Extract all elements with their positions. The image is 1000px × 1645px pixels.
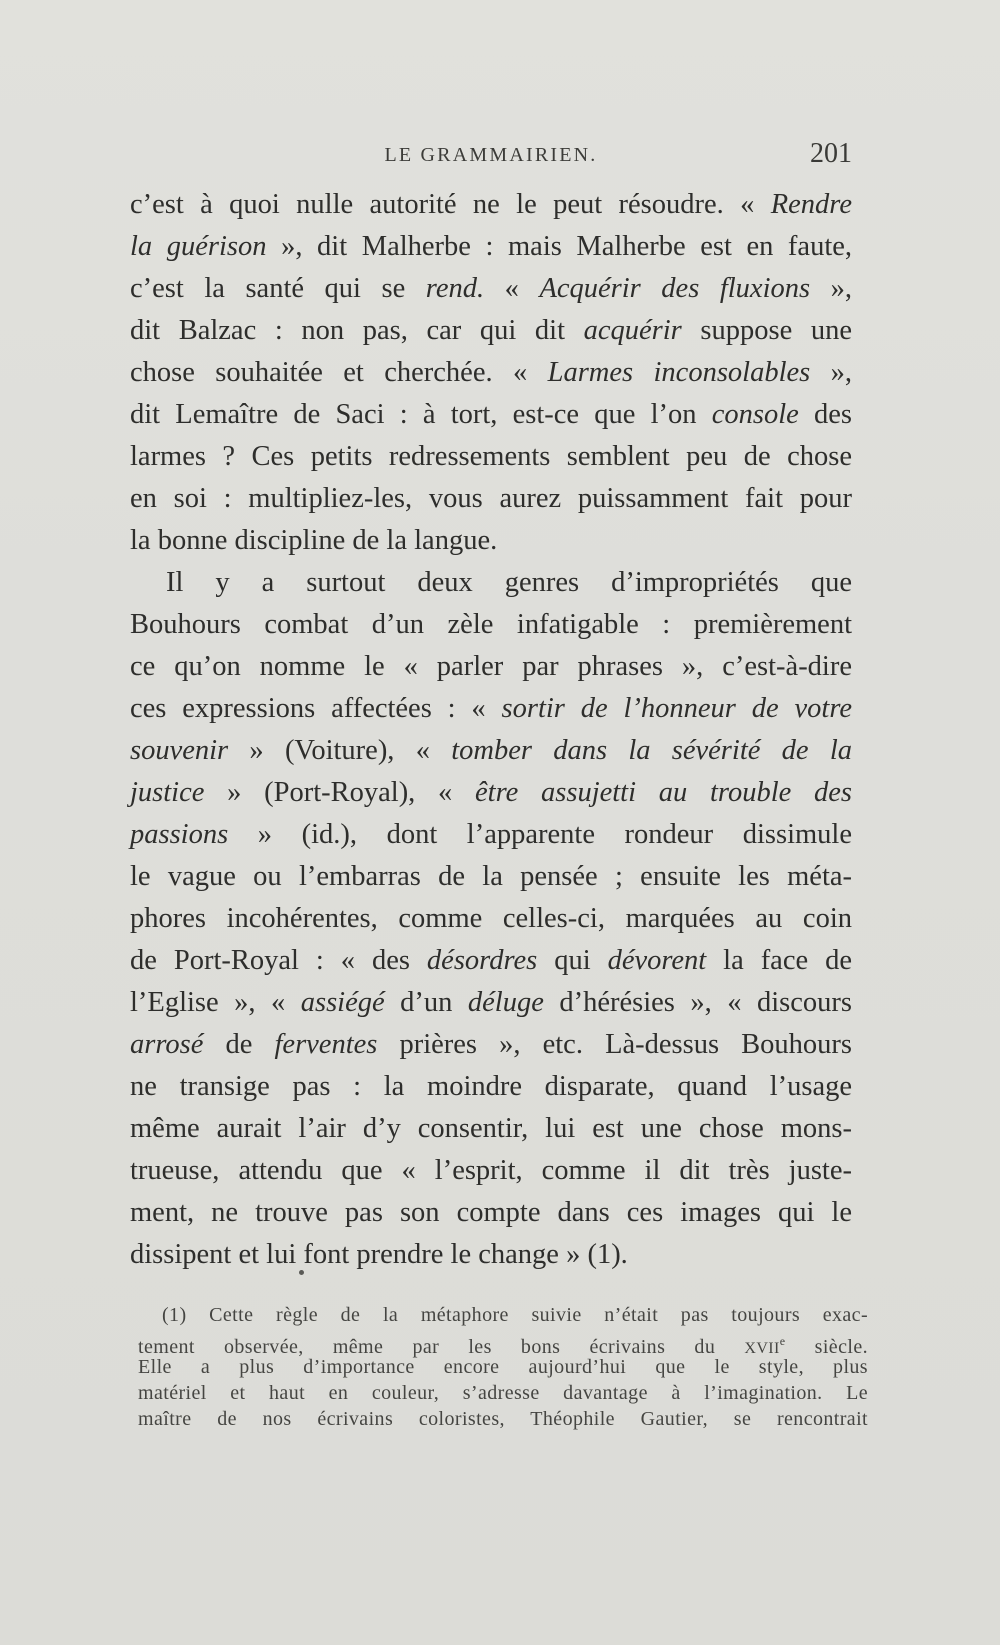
text-run: dit Balzac : non pas, car qui dit bbox=[130, 315, 584, 346]
text-run: des bbox=[798, 399, 852, 430]
footnote-line bbox=[138, 1406, 868, 1432]
page-number: 201 bbox=[810, 138, 852, 169]
text-line bbox=[130, 1150, 852, 1192]
text-line bbox=[130, 1024, 852, 1066]
text-run: (1) Cette règle de la métaphore suivie n’était pas toujours exac- bbox=[162, 1304, 868, 1326]
italic-text: déluge bbox=[467, 987, 544, 1018]
superscript: e bbox=[779, 1334, 786, 1348]
text-run: d’un bbox=[384, 987, 468, 1018]
text-run: » (Voiture), « bbox=[228, 735, 452, 766]
text-run: tement observée, même par les bons écrivains du bbox=[138, 1336, 745, 1358]
text-run: », bbox=[810, 357, 853, 388]
text-run: de Port-Royal : « des bbox=[130, 945, 427, 976]
page-header bbox=[130, 138, 852, 174]
text-line bbox=[130, 856, 852, 898]
text-run: Elle a plus d’importance encore aujourd’hui que le style, plus bbox=[138, 1356, 868, 1378]
italic-text: assiégé bbox=[300, 987, 385, 1018]
footnote-line bbox=[138, 1328, 868, 1358]
separator-dot bbox=[299, 1270, 304, 1275]
text-line bbox=[130, 268, 852, 310]
italic-text: dévorent bbox=[607, 945, 707, 976]
text-line bbox=[130, 436, 852, 478]
italic-text: ferventes bbox=[274, 1029, 378, 1060]
text-run: maître de nos écrivains coloristes, Théophile Gautier, se rencontrait bbox=[138, 1408, 868, 1430]
italic-text: tomber dans la sévérité de la bbox=[451, 735, 852, 766]
italic-text: Rendre bbox=[770, 189, 852, 220]
italic-text: la guérison bbox=[130, 231, 267, 262]
text-run: ces expressions affectées : « bbox=[130, 693, 502, 724]
text-line bbox=[130, 520, 852, 562]
text-run: le vague ou l’embarras de la pensée ; ensuite les méta- bbox=[130, 861, 852, 892]
italic-text: souvenir bbox=[130, 735, 229, 766]
text-line bbox=[130, 184, 852, 226]
footnote-line bbox=[138, 1354, 868, 1380]
italic-text: être assujetti au trouble des bbox=[475, 777, 852, 808]
italic-text: Acquérir des fluxions bbox=[539, 273, 811, 304]
text-run: suppose une bbox=[681, 315, 852, 346]
text-line bbox=[130, 646, 852, 688]
text-run: », bbox=[810, 273, 853, 304]
text-line bbox=[130, 982, 852, 1024]
text-run: « bbox=[484, 273, 540, 304]
text-run: c’est la santé qui se bbox=[130, 273, 426, 304]
text-line bbox=[130, 604, 852, 646]
text-run: siècle. bbox=[785, 1336, 868, 1358]
text-line bbox=[130, 310, 852, 352]
text-run: matériel et haut en couleur, s’adresse davantage à l’imagination. Le bbox=[138, 1382, 868, 1404]
text-run: même aurait l’air d’y consentir, lui est une chose mons- bbox=[130, 1113, 852, 1144]
text-line bbox=[130, 814, 852, 856]
text-run: chose souhaitée et cherchée. « bbox=[130, 357, 548, 388]
text-run: la bonne discipline de la langue. bbox=[130, 525, 498, 556]
italic-text: acquérir bbox=[583, 315, 682, 346]
text-run: XVII bbox=[744, 1340, 780, 1357]
text-line bbox=[130, 562, 852, 604]
italic-text: console bbox=[711, 399, 799, 430]
text-line bbox=[130, 940, 852, 982]
text-run: larmes ? Ces petits redressements semblent peu de chose bbox=[130, 441, 852, 472]
text-run: » (Port-Royal), « bbox=[204, 777, 476, 808]
italic-text: désordres bbox=[426, 945, 538, 976]
text-line bbox=[130, 1066, 852, 1108]
text-line bbox=[130, 898, 852, 940]
text-run: Il y a surtout deux genres d’impropriétés que bbox=[166, 567, 852, 598]
text-line bbox=[130, 226, 852, 268]
text-run: l’Eglise », « bbox=[130, 987, 301, 1018]
text-run: en soi : multipliez-les, vous aurez puissamment fait pour bbox=[130, 483, 852, 514]
text-run: dissipent et lui font prendre le change » (1). bbox=[130, 1239, 628, 1270]
running-head: LE GRAMMAIRIEN. bbox=[384, 144, 598, 166]
text-line bbox=[130, 772, 852, 814]
text-run: c’est à quoi nulle autorité ne le peut résoudre. « bbox=[130, 189, 771, 220]
italic-text: rend. bbox=[425, 273, 485, 304]
text-run: Bouhours combat d’un zèle infatigable : premièrement bbox=[130, 609, 852, 640]
text-run: », dit Malherbe : mais Malherbe est en faute, bbox=[266, 231, 853, 262]
text-line bbox=[130, 352, 852, 394]
text-run: trueuse, attendu que « l’esprit, comme il dit très juste- bbox=[130, 1155, 852, 1186]
text-run: la face de bbox=[706, 945, 852, 976]
italic-text: justice bbox=[130, 777, 205, 808]
text-line bbox=[130, 394, 852, 436]
text-run: prières », etc. Là-dessus Bouhours bbox=[377, 1029, 852, 1060]
footnote-line bbox=[138, 1302, 868, 1328]
text-run: ce qu’on nomme le « parler par phrases », c’est-à-dire bbox=[130, 651, 852, 682]
text-run: phores incohérentes, comme celles-ci, marquées au coin bbox=[130, 903, 852, 934]
text-line bbox=[130, 1234, 852, 1276]
text-line bbox=[130, 1108, 852, 1150]
text-run: » (id.), dont l’apparente rondeur dissimule bbox=[228, 819, 852, 850]
footnote-line bbox=[138, 1380, 868, 1406]
body-text bbox=[130, 184, 852, 1276]
italic-text: sortir de l’honneur de votre bbox=[501, 693, 853, 724]
text-run: dit Lemaître de Saci : à tort, est-ce que l’on bbox=[130, 399, 712, 430]
text-line bbox=[130, 688, 852, 730]
text-run: de bbox=[203, 1029, 275, 1060]
text-run: ment, ne trouve pas son compte dans ces images qui le bbox=[130, 1197, 852, 1228]
text-line bbox=[130, 730, 852, 772]
text-line bbox=[130, 1192, 852, 1234]
italic-text: Larmes inconsolables bbox=[547, 357, 811, 388]
text-run: d’hérésies », « discours bbox=[543, 987, 852, 1018]
footnote bbox=[138, 1302, 868, 1432]
text-run: qui bbox=[537, 945, 608, 976]
italic-text: arrosé bbox=[130, 1029, 204, 1060]
text-run: ne transige pas : la moindre disparate, quand l’usage bbox=[130, 1071, 852, 1102]
italic-text: passions bbox=[130, 819, 229, 850]
text-line bbox=[130, 478, 852, 520]
